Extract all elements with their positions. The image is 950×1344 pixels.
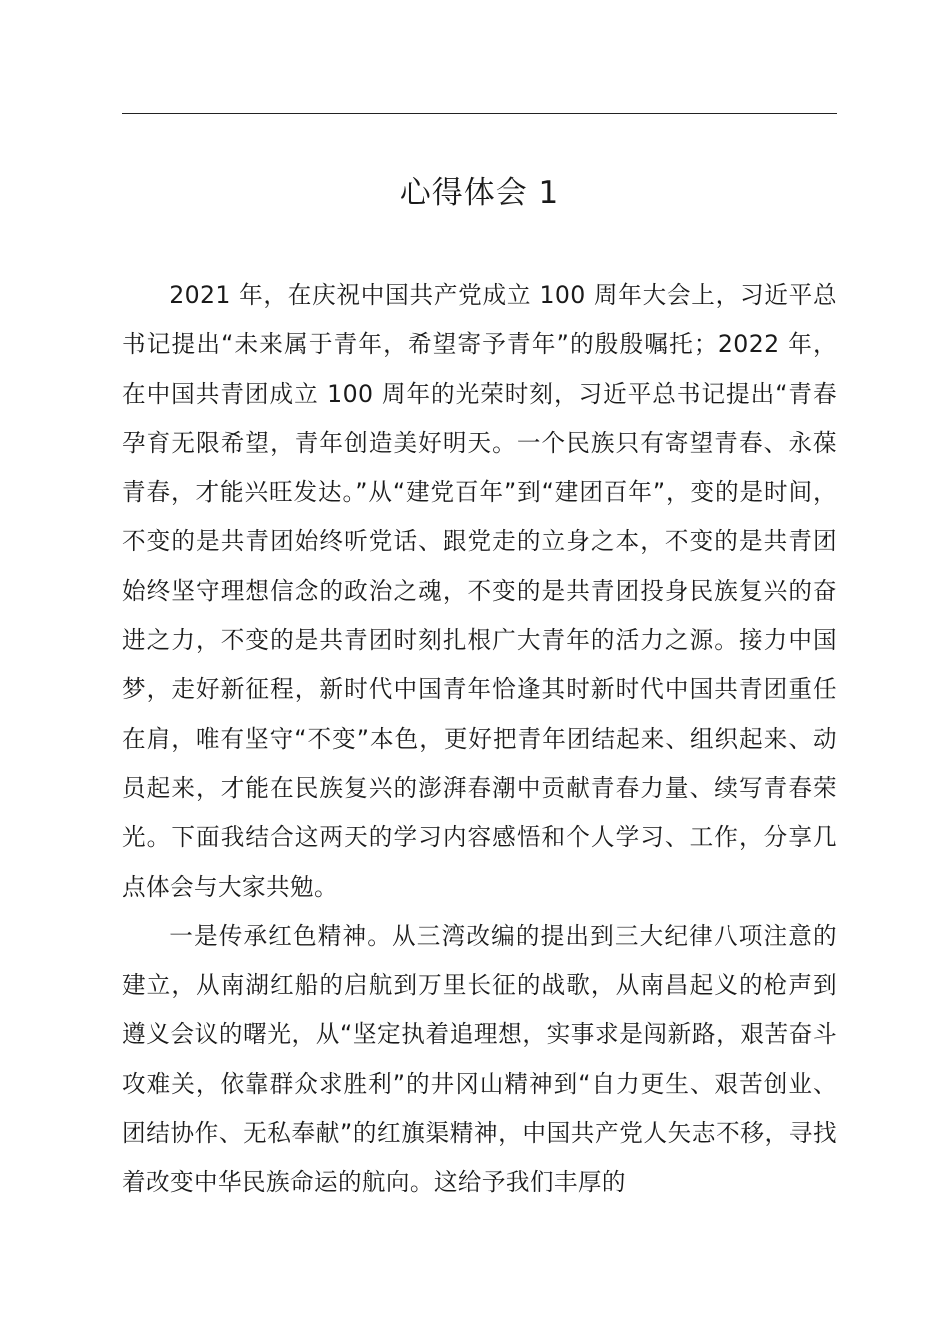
header-rule [122,113,837,114]
document-body [122,271,837,1208]
paragraph-point-one: 一是传承红色精神。从三湾改编的提出到三大纪律八项注意的建立，从南湖红船的启航到万里长征的战歌，从南昌起义的枪声到遵义会议的曙光，从“坚定执着追理想，实事求是闯新路，艰苦奋斗攻难关，依靠群众求胜利”的井冈山精神到“自力更生、艰苦创业、团结协作、无私奉献”的红旗渠精神，中国共产党人矢志不移，寻找着改变中华民族命运的航向。这给予我们丰厚的 [122,921,837,1197]
document-title: 心得体会 1 [399,175,560,211]
paragraph-intro: 2021 年，在庆祝中国共产党成立 100 周年大会上，习近平总书记提出“未来属于青年，希望寄予青年”的殷殷嘱托；2022 年，在中国共青团成立 100 周年的光荣时刻，习近平总书记提出“青春孕育无限希望，青年创造美好明天。一个民族只有寄望青春、永葆青春，才能兴旺发达。”从“建党百年”到“建团百年”，变的是时间，不变的是共青团始终听党话、跟党走的立身之本，不变的是共青团始终坚守理想信念的政治之魂，不变的是共青团投身民族复兴的奋进之力，不变的是共青团时刻扎根广大青年的活力之源。接力中国梦，走好新征程，新时代中国青年恰逢其时新时代中国共青团重任在肩，唯有坚守“不变”本色，更好把青年团结起来、组织起来、动员起来，才能在民族复兴的澎湃春潮中贡献青春力量、续写青春荣光。下面我结合这两天的学习内容感悟和个人学习、工作，分享几点体会与大家共勉。 [122,281,837,901]
